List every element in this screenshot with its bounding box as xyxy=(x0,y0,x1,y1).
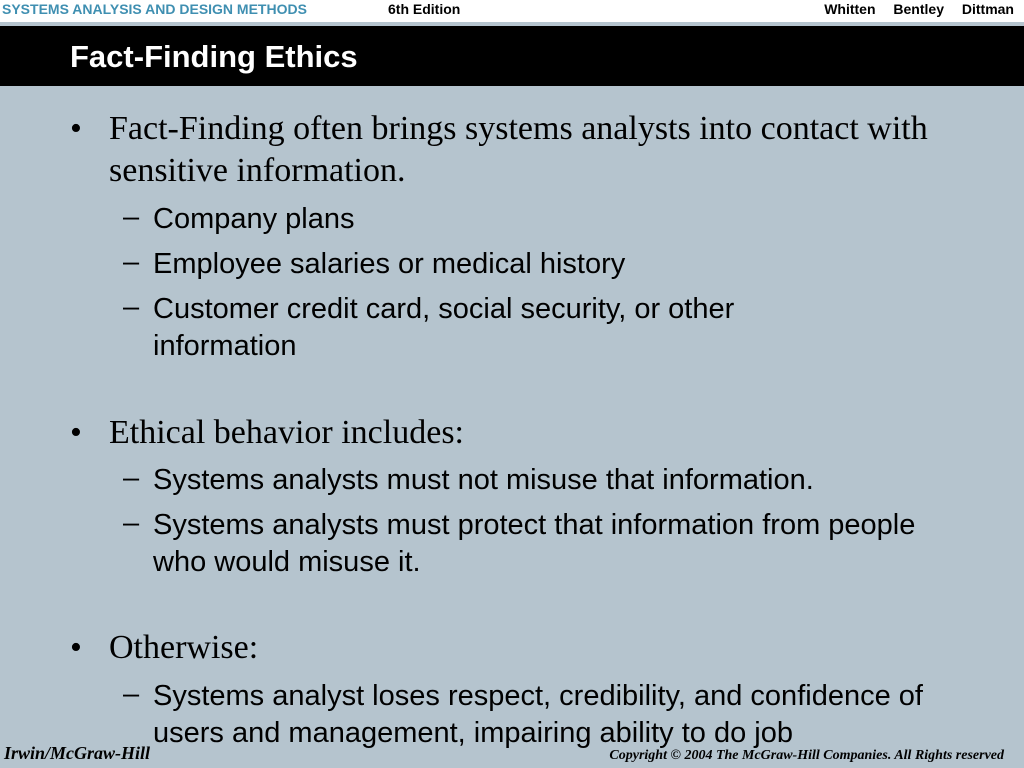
author-name: Whitten xyxy=(824,1,876,17)
bullet-item: Otherwise: xyxy=(109,629,259,666)
bullet-item: Fact-Finding often brings systems analysts into contact with sensitive information. xyxy=(109,110,928,189)
sub-item: Company plans xyxy=(153,203,355,235)
copyright-footer: Copyright © 2004 The McGraw-Hill Companies. All Rights reserved xyxy=(609,748,1004,763)
bullet-icon: • xyxy=(70,629,82,666)
dash-icon: – xyxy=(123,291,140,323)
bullet-item: Ethical behavior includes: xyxy=(109,414,464,451)
author-name: Dittman xyxy=(961,1,1014,17)
sub-item: Systems analysts must not misuse that information. xyxy=(153,464,814,496)
publisher-footer: Irwin/McGraw-Hill xyxy=(4,743,151,763)
dash-icon: – xyxy=(123,246,140,278)
bullet-icon: • xyxy=(70,110,82,147)
sub-item: Systems analysts must protect that information from people who would misuse it. xyxy=(153,509,916,578)
author-name: Bentley xyxy=(893,1,944,17)
dash-icon: – xyxy=(123,678,140,710)
sub-item: Customer credit card, social security, or other information xyxy=(153,293,735,362)
edition-label: 6th Edition xyxy=(388,1,461,17)
bullet-icon: • xyxy=(70,414,82,451)
dash-icon: – xyxy=(123,201,140,233)
sub-item: Employee salaries or medical history xyxy=(153,248,626,280)
dash-icon: – xyxy=(123,507,140,539)
slide-title: Fact-Finding Ethics xyxy=(70,39,358,74)
sub-item: Systems analyst loses respect, credibility, and confidence of users and management, impairing ability to do job xyxy=(153,680,923,749)
dash-icon: – xyxy=(123,462,140,494)
series-title: SYSTEMS ANALYSIS AND DESIGN METHODS xyxy=(2,1,307,17)
